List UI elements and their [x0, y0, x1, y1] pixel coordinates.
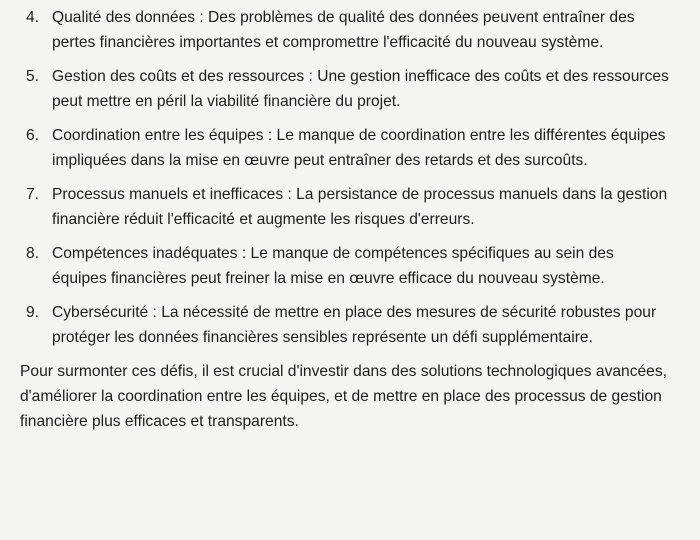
- list-item-text: Qualité des données : Des problèmes de qualité des données peuvent entraîner des pertes financières importantes et compromettre l'efficacité du nouveau système.: [52, 9, 635, 51]
- list-item-text: Compétences inadéquates : Le manque de compétences spécifiques au sein des équipes financières peut freiner la mise en œuvre efficace du nouveau système.: [52, 245, 614, 287]
- challenges-list: [20, 5, 690, 350]
- list-item: [20, 300, 657, 350]
- list-item-number: 5.: [26, 68, 40, 85]
- list-item-number: 7.: [26, 186, 40, 203]
- conclusion-paragraph: Pour surmonter ces défis, il est crucial d'investir dans des solutions technologiques avancées, d'améliorer la coordination entre les équipes, et de mettre en place des processus de gestion financière plus efficaces et transparents.: [20, 363, 667, 430]
- list-item-number: 9.: [26, 304, 40, 321]
- list-item-text: Processus manuels et inefficaces : La persistance de processus manuels dans la gestion financière réduit l'efficacité et augmente les risques d'erreurs.: [52, 186, 668, 228]
- list-item-text: Cybersécurité : La nécessité de mettre en place des mesures de sécurité robustes pour protéger les données financières sensibles représente un défi supplémentaire.: [52, 304, 657, 346]
- list-item: [20, 5, 670, 55]
- list-item: [20, 182, 700, 232]
- list-item-number: 6.: [26, 127, 40, 144]
- list-item: [20, 241, 652, 291]
- list-item-text: Gestion des coûts et des ressources : Une gestion inefficace des coûts et des ressources peut mettre en péril la viabilité financière du projet.: [52, 68, 669, 110]
- list-item-number: 4.: [26, 9, 40, 26]
- list-item-number: 8.: [26, 245, 40, 262]
- list-item-text: Coordination entre les équipes : Le manque de coordination entre les différentes équipes impliquées dans la mise en œuvre peut entraîner des retards et des surcoûts.: [52, 127, 666, 169]
- list-item: [20, 64, 692, 114]
- list-item: [20, 123, 700, 173]
